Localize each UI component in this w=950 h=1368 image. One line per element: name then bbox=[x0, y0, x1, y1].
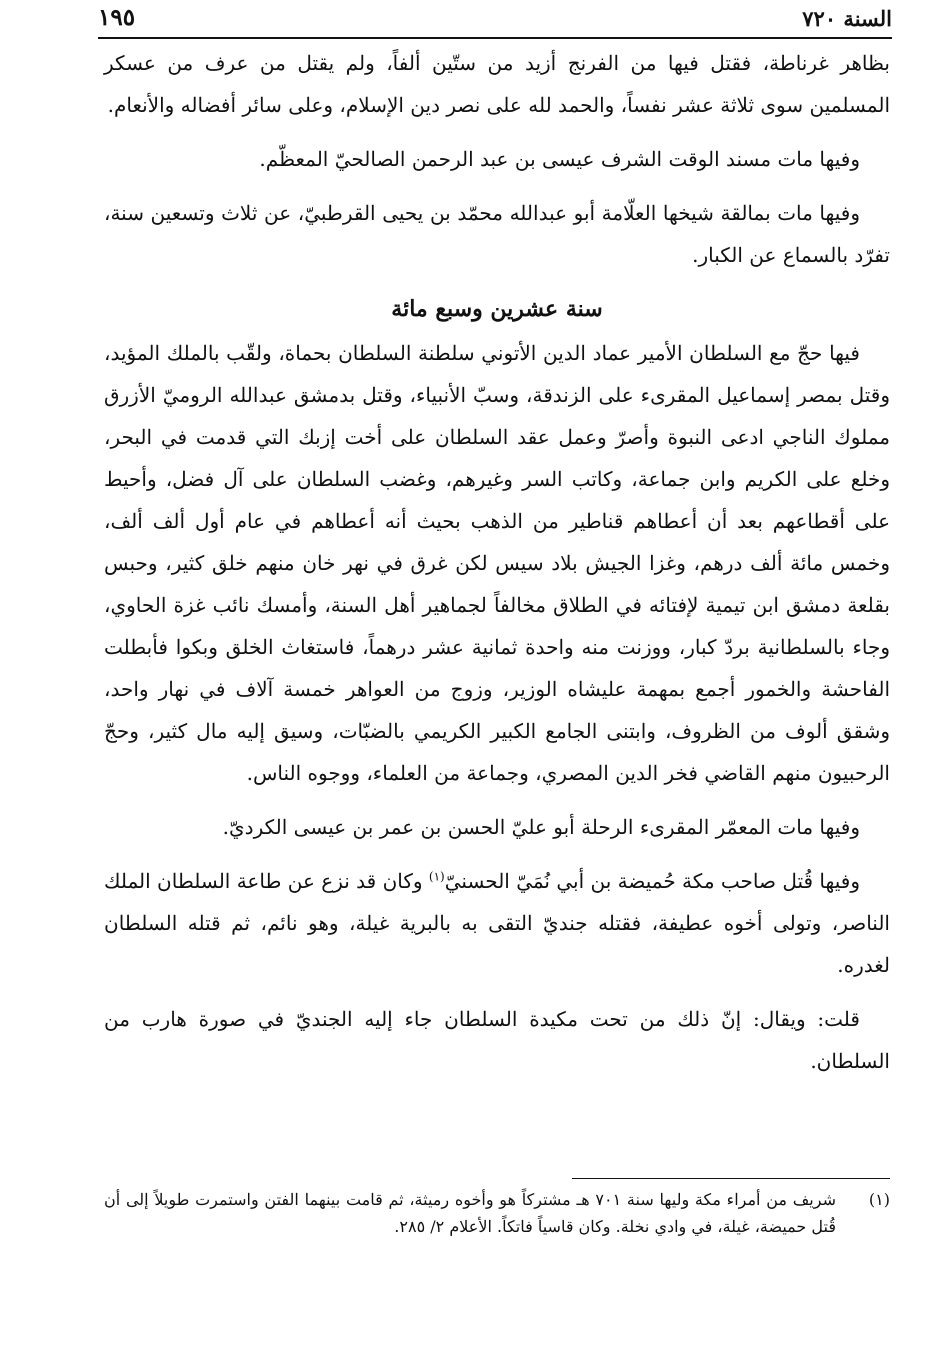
paragraph-death-qurtubi: وفيها مات بمالقة شيخها العلّامة أبو عبدالله محمّد بن يحيى القرطبيّ، عن ثلاث وتسعين سنة، تفرّد بالسماع عن الكبار. bbox=[104, 201, 890, 267]
footnote-rule bbox=[572, 1178, 890, 1179]
footnote-text: شريف من أمراء مكة وليها سنة ٧٠١ هـ مشتركاً هو وأخوه رميثة، ثم قامت بينهما الفتن واستمرت طويلاً إلى أن قُتل حميضة، غيلة، في وادي نخلة. وكان قاسياً فاتكاً. الأعلام ٢/ ٢٨٥. bbox=[104, 1190, 836, 1236]
paragraph-humaida bbox=[104, 860, 890, 986]
paragraph-year-events: فيها حجّ مع السلطان الأمير عماد الدين الأتوني سلطنة السلطان بحماة، ولقّب بالملك المؤيد، وقتل بمصر إسماعيل المقرىء على الزندقة، وسبّ الأنبياء، وقتل بدمشق عبدالله الروميّ الأزرق مملوك الناجي ادعى النبوة وأصرّ وعمل عقد السلطان على أخت إزبك التي قدمت في البحر، وخلع على الكريم وابن جماعة، وكاتب السر وغيرهم، وغضب السلطان على آل فضل، وأحيط على أقطاعهم بعد أن أعطاهم قناطير من الذهب بحيث أنه أعطاهم في عام أول ألف ألف، وخمس مائة ألف درهم، وغزا الجيش بلاد سيس لكن غرق في نهر خان منهم خلق كثير، وحبس بقلعة دمشق ابن تيمية لإفتائه في الطلاق مخالفاً لجماهير أهل السنة، وأمسك نائب غزة الحاوي، وجاء بالسلطانية بردّ كبار، ووزنت منه واحدة ثمانية عشر درهماً، فاستغاث الخلق وبكوا فأبطلت الفاحشة والخمور أجمع بمهمة عليشاه الوزير، وزوج من العواهر خمسة آلاف في نهار واحد، وشقق ألوف من الظروف، وابتنى الجامع الكبير الكريمي بالضبّات، وسيق إليه مال كثير، وحجّ الرحبيون منهم القاضي فخر الدين المصري، وجماعة من العلماء، ووجوه الناس. bbox=[104, 341, 891, 785]
footnote-reference[interactable]: (١) bbox=[428, 869, 445, 884]
paragraph-qultu: قلت: ويقال: إنّ ذلك من تحت مكيدة السلطان جاء إليه الجنديّ في صورة هارب من السلطان. bbox=[104, 1007, 890, 1073]
body-text bbox=[104, 42, 890, 1082]
paragraph-death-isa: وفيها مات مسند الوقت الشرف عيسى بن عبد الرحمن الصالحيّ المعظّم. bbox=[259, 147, 860, 171]
paragraph-death-kurdi: وفيها مات المعمّر المقرىء الرحلة أبو عليّ الحسن بن عمر بن عيسى الكرديّ. bbox=[222, 815, 860, 839]
footnote-marker: (١) bbox=[868, 1190, 890, 1209]
header-rule bbox=[98, 37, 892, 39]
paragraph-granada: بظاهر غرناطة، فقتل فيها من الفرنج أزيد من ستّين ألفاً، ولم يقتل من عرف من عسكر المسلمين سوى ثلاثة عشر نفساً، والحمد لله على نصر دين الإسلام، وعلى سائر أفضاله والأنعام. bbox=[104, 51, 890, 117]
footnotes bbox=[104, 1186, 890, 1240]
page-header bbox=[98, 4, 892, 34]
running-head: السنة ٧٢٠ bbox=[802, 6, 892, 31]
paragraph-humaida-start: وفيها قُتل صاحب مكة حُميضة بن أبي نُمَيّ الحسنيّ bbox=[444, 869, 861, 893]
section-heading: سنة عشرين وسبع مائة bbox=[391, 296, 603, 322]
footnote-item bbox=[104, 1186, 890, 1240]
page-number: ١٩٥ bbox=[98, 4, 136, 31]
paragraph-humaida-end: وكان قد نزع عن طاعة السلطان الملك الناصر، وتولى أخوه عطيفة، فقتله جنديّ التقى به بالبرية غيلة، وهو نائم، ثم قتله السلطان لغدره. bbox=[104, 869, 890, 977]
